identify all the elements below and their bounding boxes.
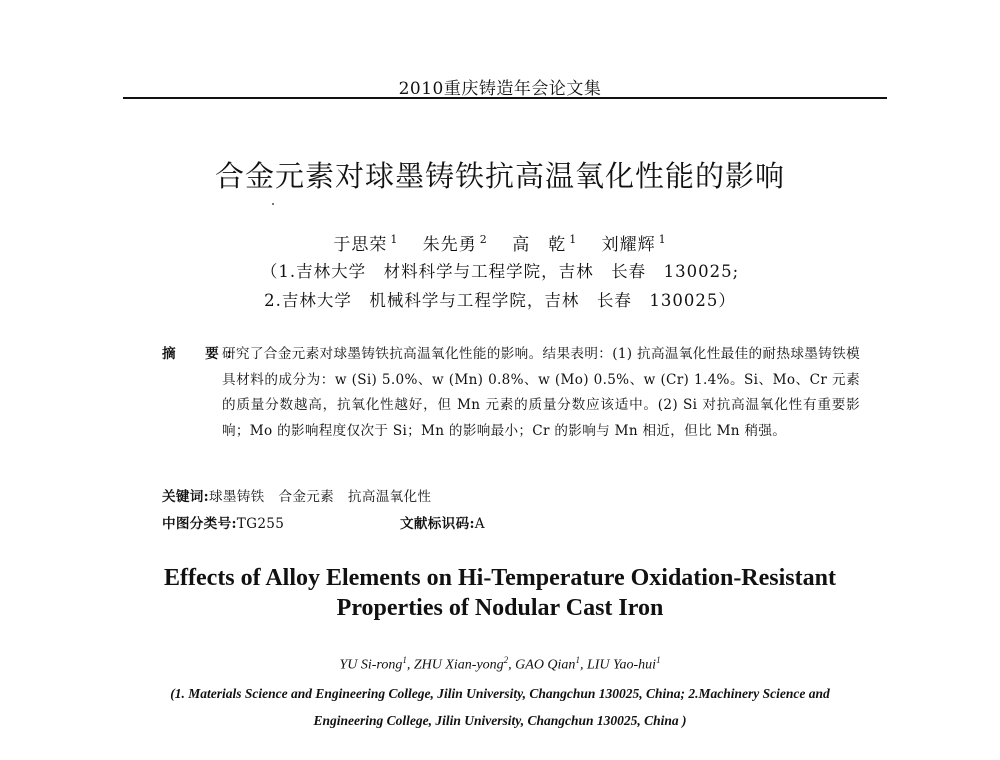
author-1 — [333, 235, 398, 255]
author-3 — [512, 235, 577, 255]
author-name: GAO Qian — [515, 657, 576, 673]
chinese-title: 合金元素对球墨铸铁抗高温氧化性能的影响 — [214, 159, 785, 193]
document-code — [400, 512, 485, 532]
chinese-affiliation-line: 2.吉林大学 机械科学与工程学院，吉林 长春 130025） — [264, 291, 736, 310]
author-affil-mark: 1 — [569, 233, 578, 247]
abstract-text: 研究了合金元素对球墨铸铁抗高温氧化性能的影响。结果表明：(1) 抗高温氧化性最佳的耐热球墨铸铁模具材料的成分为：w (Si) 5.0%、w (Mn) 0.8%、w (Mo) 0.5%、w (Cr) 1.4%。Si、Mo、Cr 元素的质量分数越高，抗氧化性越好，但 Mn 元素的质量分数应该适中。(2) Si 对抗高温氧化性有重要影响；Mo 的影响程度仅次于 Si；Mn 的影响最小；Cr 的影响与 Mn 相近，但比 Mn 稍强。 — [222, 346, 860, 439]
keywords-text: 球墨铸铁 合金元素 抗高温氧化性 — [209, 489, 432, 505]
english-affiliation-line: (1. Materials Science and Engineering College, Jilin University, Changchun 130025, China; 2.Machinery Science and — [170, 686, 830, 701]
author-affil-mark: 1 — [390, 233, 399, 247]
english-title — [0, 563, 1000, 623]
author-name: 于思荣 — [333, 235, 388, 255]
abstract — [162, 342, 860, 444]
author-name: YU Si-rong — [339, 657, 403, 673]
author-name: 朱先勇 — [422, 235, 477, 255]
english-authors: YU Si-rong$^1$, ZHU Xian-yong$^2$, GAO Qian$^1$, LIU Yao-hui$^1$ — [339, 655, 661, 673]
english-title-line: Properties of Nodular Cast Iron — [336, 595, 664, 621]
english-affiliation-line: Engineering College, Jilin University, Changchun 130025, China ) — [313, 713, 687, 728]
document-code-value: A — [474, 516, 485, 532]
author-affil-mark: 1 — [656, 655, 661, 665]
english-title-line: Effects of Alloy Elements on Hi-Temperature Oxidation-Resistant — [164, 565, 836, 591]
chinese-affiliation-line: （1.吉林大学 材料科学与工程学院，吉林 长春 130025; — [260, 262, 740, 281]
author-2 — [423, 235, 488, 255]
author-affil-mark: 1 — [575, 655, 580, 665]
document-code-label: 文献标识码: — [400, 516, 475, 532]
author-name: 刘耀辉 — [601, 235, 656, 255]
running-header: 2010重庆铸造年会论文集 — [398, 79, 602, 99]
header-rule — [123, 97, 887, 99]
clc-number — [162, 512, 284, 532]
author-affil-mark: 2 — [479, 233, 488, 247]
abstract-label: 摘 要: — [162, 346, 240, 362]
author-4 — [602, 235, 667, 255]
author-name: LIU Yao-hui — [586, 657, 657, 673]
clc-label: 中图分类号: — [162, 516, 237, 532]
author-affil-mark: 1 — [658, 233, 667, 247]
author-name: 高 乾 — [512, 235, 567, 255]
clc-value: TG255 — [236, 516, 285, 532]
author-name: ZHU Xian-yong — [413, 657, 504, 673]
scan-speck — [272, 203, 274, 205]
author-affil-mark: 1 — [402, 655, 407, 665]
chinese-authors — [0, 230, 1000, 255]
keywords-label: 关键词: — [162, 489, 209, 505]
author-affil-mark: 2 — [503, 655, 509, 665]
keywords — [162, 485, 431, 505]
